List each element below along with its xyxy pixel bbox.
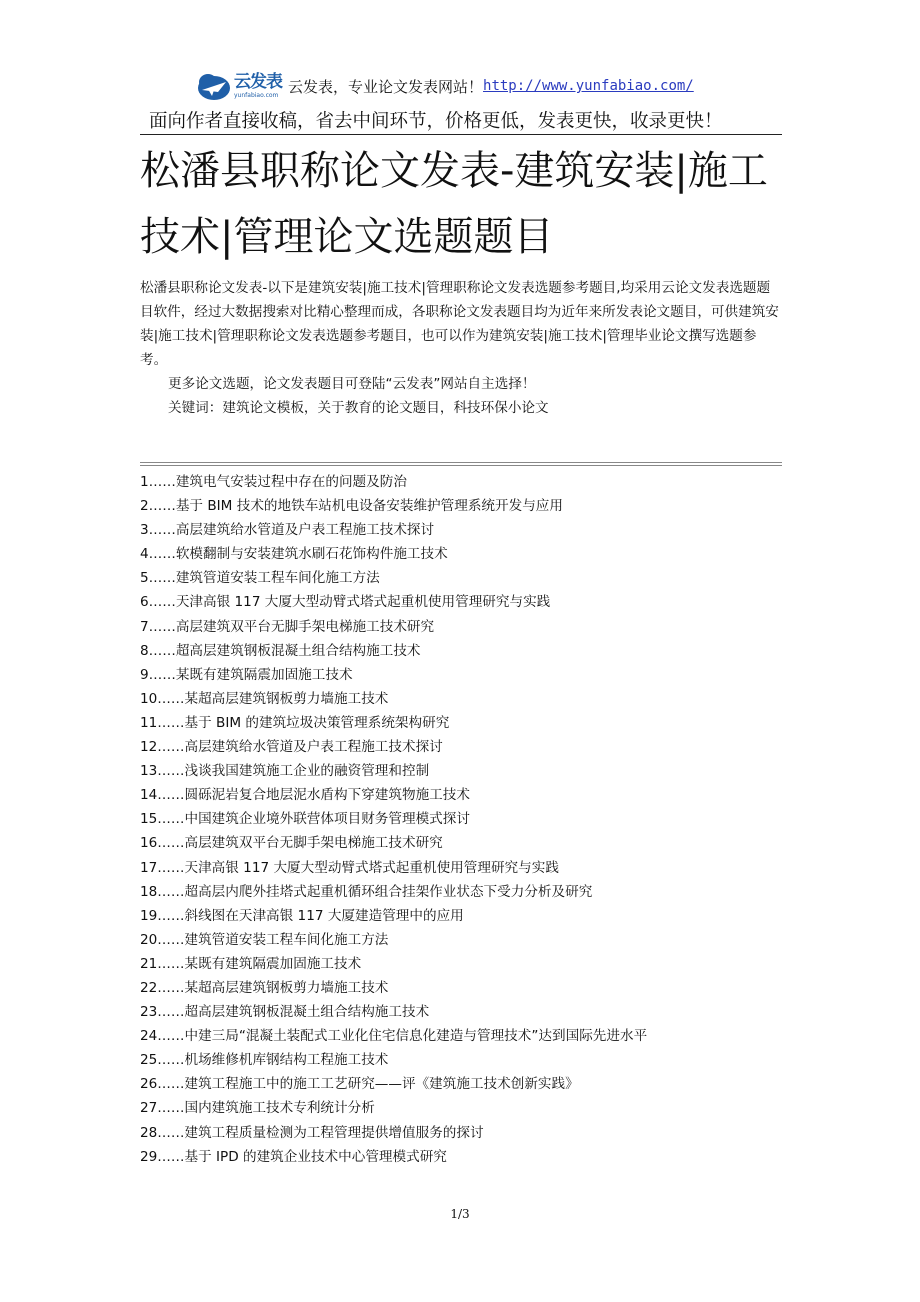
- topic-item: 9……某既有建筑隔震加固施工技术: [140, 666, 353, 683]
- site-header: [196, 68, 694, 104]
- topic-item: 8……超高层建筑钢板混凝土组合结构施工技术: [140, 642, 421, 659]
- topic-item: 14……圆砾泥岩复合地层泥水盾构下穿建筑物施工技术: [140, 787, 470, 804]
- topic-item: 24……中建三局“混凝土装配式工业化住宅信息化建造与管理技术”达到国际先进水平: [140, 1028, 648, 1045]
- topic-item: 15……中国建筑企业境外联营体项目财务管理模式探讨: [140, 811, 470, 828]
- topic-item: 3……高层建筑给水管道及户表工程施工技术探讨: [140, 522, 435, 539]
- logo-wordmark: 云发表: [234, 71, 282, 92]
- topic-item: 17……天津高银 117 大厦大型动臂式塔式起重机使用管理研究与实践: [140, 859, 559, 876]
- topic-item: 27……国内建筑施工技术专利统计分析: [140, 1100, 375, 1117]
- topic-item: 19……斜线图在天津高银 117 大厦建造管理中的应用: [140, 907, 464, 924]
- topic-item: 16……高层建筑双平台无脚手架电梯施工技术研究: [140, 835, 443, 852]
- list-divider: [140, 462, 782, 468]
- topic-item: 29……基于 IPD 的建筑企业技术中心管理模式研究: [140, 1148, 447, 1165]
- page-number: 1/3: [450, 1207, 470, 1221]
- topic-item: 28……建筑工程质量检测为工程管理提供增值服务的探讨: [140, 1124, 484, 1141]
- topic-item: 2……基于 BIM 技术的地铁车站机电设备安装维护管理系统开发与应用: [140, 498, 563, 515]
- topic-item: 13……浅谈我国建筑施工企业的融资管理和控制: [140, 763, 430, 780]
- topic-item: 11……基于 BIM 的建筑垃圾决策管理系统架构研究: [140, 714, 450, 731]
- keywords-line: 关键词：建筑论文模板，关于教育的论文题目，科技环保小论文: [168, 400, 549, 416]
- topic-item: 7……高层建筑双平台无脚手架电梯施工技术研究: [140, 618, 435, 635]
- topic-item: 10……某超高层建筑钢板剪力墙施工技术: [140, 690, 389, 707]
- topic-item: 25……机场维修机库钢结构工程施工技术: [140, 1052, 389, 1069]
- site-url-link[interactable]: http://www.yunfabiao.com/: [483, 78, 694, 94]
- topic-item: 23……超高层建筑钢板混凝土组合结构施工技术: [140, 1004, 430, 1021]
- intro-section: [140, 276, 782, 420]
- topic-item: 18……超高层内爬外挂塔式起重机循环组合挂架作业状态下受力分析及研究: [140, 883, 593, 900]
- site-subtagline: 面向作者直接收稿，省去中间环节，价格更低，发表更快，收录更快！: [149, 111, 723, 132]
- topic-item: 5……建筑管道安装工程车间化施工方法: [140, 570, 380, 587]
- topic-item: 20……建筑管道安装工程车间化施工方法: [140, 931, 389, 948]
- more-topics-note: 更多论文选题，论文发表题目可登陆“云发表”网站自主选择！: [168, 376, 536, 392]
- topic-item: 1……建筑电气安装过程中存在的问题及防治: [140, 474, 407, 490]
- site-tagline: 云发表，专业论文发表网站！: [288, 77, 484, 96]
- logo-domain: yunfabiao.com: [234, 91, 279, 99]
- topic-item: 26……建筑工程施工中的施工工艺研究——评《建筑施工技术创新实践》: [140, 1076, 579, 1093]
- intro-paragraph: 松潘县职称论文发表-以下是建筑安装|施工技术|管理职称论文发表选题参考题目,均采用云论文发表选题题目软件，经过大数据搜索对比精心整理而成，各职称论文发表题目均为近年来所发表论文题目，可供建筑安装|施工技术|管理职称论文发表选题参考题目，也可以作为建筑安装|施工技术|管理毕业论文撰写选题参考。: [140, 280, 779, 368]
- topic-item: 21……某既有建筑隔震加固施工技术: [140, 955, 362, 972]
- topic-list: [140, 470, 790, 1169]
- yunfabiao-logo[interactable]: [196, 68, 288, 104]
- cloud-plane-icon: [196, 70, 232, 102]
- topic-item: 12……高层建筑给水管道及户表工程施工技术探讨: [140, 739, 443, 756]
- topic-item: 4……软模翻制与安装建筑水刷石花饰构件施工技术: [140, 546, 448, 563]
- header-divider: [140, 134, 782, 135]
- topic-item: 6……天津高银 117 大厦大型动臂式塔式起重机使用管理研究与实践: [140, 594, 551, 611]
- topic-item: 22……某超高层建筑钢板剪力墙施工技术: [140, 979, 389, 996]
- document-title: 松潘县职称论文发表-建筑安装|施工技术|管理论文选题题目: [140, 148, 768, 260]
